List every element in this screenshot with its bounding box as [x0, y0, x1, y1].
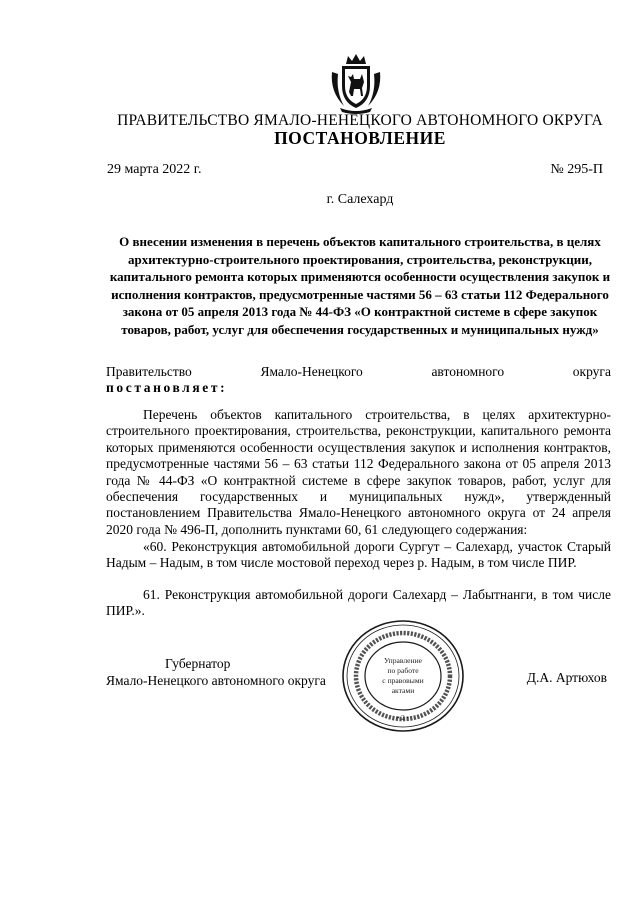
document-type: ПОСТАНОВЛЕНИЕ — [274, 128, 446, 148]
document-heading: О внесении изменения в перечень объектов капитального строительства, в целях архитектурно-строительного проектирования, строительства, реконструкции, капитального ремонта которых применяются особенности осуществления закупок и исполнения контрактов, предусмотренные частями 56 – 63 статьи 112 Федерального закона от 05 апреля 2013 года № 44-ФЗ «О контрактной системе в сфере закупок товаров, работ, услуг для обеспечения государственных и муниципальных нужд» — [109, 234, 611, 337]
government-title: ПРАВИТЕЛЬСТВО ЯМАЛО-НЕНЕЦКОГО АВТОНОМНОГО ОКРУГА — [117, 112, 603, 129]
document-city: г. Салехард — [326, 192, 394, 207]
decree-word: Ямало-Ненецкого — [260, 364, 363, 379]
body-paragraph: Перечень объектов капитального строительства, в целях архитектурно-строительного проектирования, строительства, реконструкции, капитального ремонта которых применяются особенности осуществления закупок и исполнения контрактов, предусмотренные частями 56 – 63 статьи 112 Федерального закона от 05 апреля 2013 года № 44-ФЗ «О контрактной системе в сфере закупок товаров, работ, услуг для обеспечения государственных и муниципальных нужд», утвержденный постановлением Правительства Ямало-Ненецкого автономного округа от 24 апреля 2020 года № 496-П, дополнить пунктами 60, 61 следующего содержания: — [106, 407, 611, 537]
body-paragraph: 61. Реконструкция автомобильной дороги Салехард – Лабытнанги, в том числе ПИР.». — [106, 587, 611, 619]
signatory-title: Губернатор — [165, 656, 231, 671]
decree-verb: постановляет: — [106, 380, 228, 395]
official-stamp — [340, 617, 466, 735]
decree-word: автономного — [431, 364, 505, 379]
decree-word: округа — [572, 364, 611, 379]
stamp-text-line: с правовыми — [382, 676, 424, 685]
body-paragraph: «60. Реконструкция автомобильной дороги Сургут – Салехард, участок Старый Надым – Надым, в том числе мостовой переход через р. Надым, в том числе ПИР. — [106, 539, 611, 571]
coat-of-arms-icon — [326, 52, 386, 114]
stamp-text-line: актами — [391, 686, 415, 695]
document-number: № 295-П — [550, 162, 603, 177]
signatory-name: Д.А. Артюхов — [526, 670, 607, 685]
stamp-star-icon: • 2 • — [397, 714, 409, 722]
decree-line — [106, 364, 611, 380]
decree-word: Правительство — [106, 364, 192, 379]
stamp-text-line: Управление — [383, 656, 423, 665]
signatory-organization: Ямало-Ненецкого автономного округа — [106, 673, 326, 688]
document-date: 29 марта 2022 г. — [107, 162, 202, 177]
stamp-text-line: по работе — [387, 666, 419, 675]
